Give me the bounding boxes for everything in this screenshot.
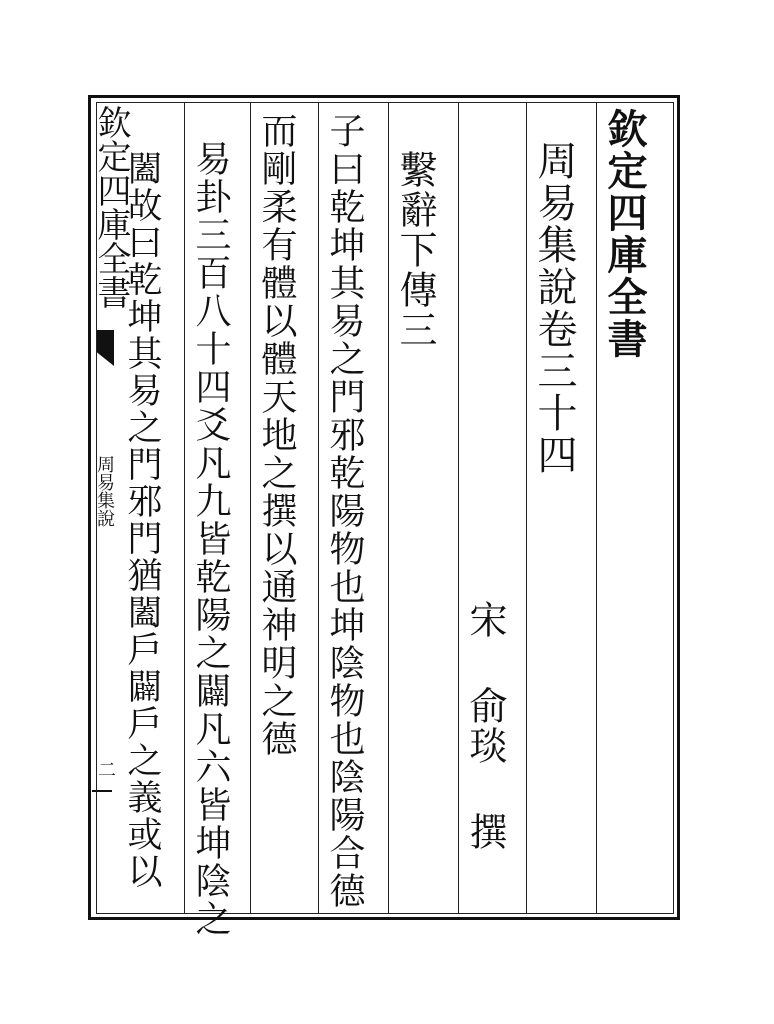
column-rule: [184, 102, 185, 914]
text-column-4: 闔故曰乾坤其易之門邪門猶闔戶闢戶之義或以: [122, 150, 162, 890]
text-column-3: 易卦三百八十四爻凡九皆乾陽之闢凡六皆坤陰之: [190, 140, 231, 938]
author-line: 宋 俞琰 撰: [463, 600, 507, 852]
column-rule: [526, 102, 527, 914]
column-rule: [458, 102, 459, 914]
column-rule: [388, 102, 389, 914]
text-column-1: 子曰乾坤其易之門邪乾陽物也坤陰物也陰陽合德: [324, 112, 365, 910]
margin-page-mark: 二: [95, 760, 116, 778]
margin-book-title: 周易集說: [94, 455, 115, 527]
margin-collection-title: 欽定四庫全書: [91, 105, 131, 309]
collection-title: 欽定四庫全書: [601, 108, 648, 360]
column-rule: [250, 102, 251, 914]
inner-frame: [91, 102, 674, 914]
column-rule: [596, 102, 597, 914]
chapter-title: 繫辭下傳三: [393, 150, 437, 350]
volume-title: 周易集說卷三十四: [531, 140, 577, 476]
text-column-2: 而剛柔有體以體天地之撰以通神明之德: [256, 112, 297, 758]
column-rule: [318, 102, 319, 914]
